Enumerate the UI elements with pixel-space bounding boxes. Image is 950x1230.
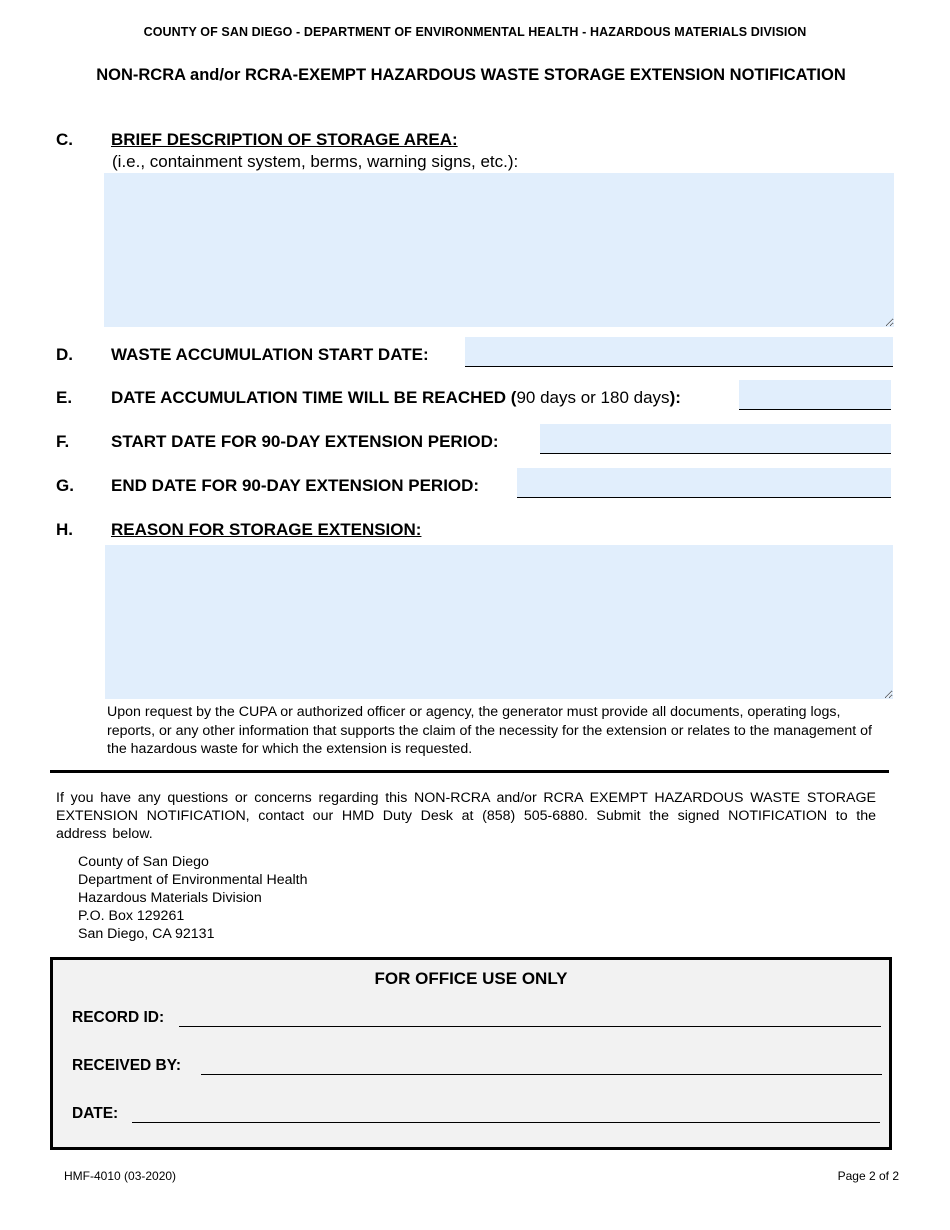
office-date-line[interactable] <box>132 1122 880 1123</box>
section-e-label <box>111 388 681 408</box>
storage-extension-reason-textarea[interactable] <box>105 545 893 699</box>
section-divider <box>50 770 889 773</box>
section-c-letter: C. <box>56 130 73 149</box>
extension-end-date-input[interactable] <box>517 468 891 498</box>
section-e-label-mid: 90 days or 180 days <box>516 388 670 407</box>
office-date-label: DATE: <box>72 1105 119 1122</box>
received-by-line[interactable] <box>201 1074 882 1075</box>
mailing-address <box>78 853 307 943</box>
page-number: Page 2 of 2 <box>837 1169 899 1183</box>
section-g-letter: G. <box>56 476 74 495</box>
section-d-letter: D. <box>56 345 73 364</box>
address-line-2: Department of Environmental Health <box>78 872 308 888</box>
accumulation-time-reached-date-input[interactable] <box>739 380 891 410</box>
accumulation-start-date-input[interactable] <box>465 337 893 367</box>
section-c-label: BRIEF DESCRIPTION OF STORAGE AREA: <box>111 130 458 149</box>
record-id-line[interactable] <box>179 1026 881 1027</box>
section-f-label: START DATE FOR 90-DAY EXTENSION PERIOD: <box>111 432 499 451</box>
received-by-label: RECEIVED BY: <box>72 1057 182 1074</box>
record-id-label: RECORD ID: <box>72 1009 165 1026</box>
address-line-3: Hazardous Materials Division <box>78 890 262 906</box>
contact-paragraph: If you have any questions or concerns regarding this NON-RCRA and/or RCRA EXEMPT HAZARDOUS WASTE STORAGE EXTENSION NOTIFICATION, contact our HMD Duty Desk at (858) 505-6880. Submit the signed NOTIFICATION to the address below. <box>56 790 876 842</box>
department-heading: COUNTY OF SAN DIEGO - DEPARTMENT OF ENVIRONMENTAL HEALTH - HAZARDOUS MATERIALS DIVISION <box>143 25 807 39</box>
section-e-letter: E. <box>56 388 73 407</box>
section-h-label: REASON FOR STORAGE EXTENSION: <box>111 520 422 539</box>
storage-area-description-textarea[interactable] <box>104 173 894 327</box>
address-line-1: County of San Diego <box>78 854 209 870</box>
office-use-title: FOR OFFICE USE ONLY <box>374 969 568 988</box>
extension-start-date-input[interactable] <box>540 424 891 454</box>
documentation-note: Upon request by the CUPA or authorized officer or agency, the generator must provide all documents, operating logs, reports, or any other information that supports the claim of the necessity for the extension or relates to the management of the hazardous waste for which the extension is requested. <box>107 704 872 757</box>
form-title: NON-RCRA and/or RCRA-EXEMPT HAZARDOUS WASTE STORAGE EXTENSION NOTIFICATION <box>96 66 846 84</box>
section-d-label: WASTE ACCUMULATION START DATE: <box>111 345 429 364</box>
section-g-label: END DATE FOR 90-DAY EXTENSION PERIOD: <box>111 476 480 495</box>
address-line-5: San Diego, CA 92131 <box>78 926 215 942</box>
section-h-letter: H. <box>56 520 73 539</box>
office-use-box <box>50 957 892 1150</box>
section-c-sublabel: (i.e., containment system, berms, warning signs, etc.): <box>112 152 519 171</box>
section-f-letter: F. <box>56 432 70 451</box>
form-number: HMF-4010 (03-2020) <box>64 1169 177 1183</box>
section-e-label-post: ): <box>669 388 681 407</box>
address-line-4: P.O. Box 129261 <box>78 908 185 924</box>
section-e-label-pre: DATE ACCUMULATION TIME WILL BE REACHED ( <box>111 388 517 407</box>
